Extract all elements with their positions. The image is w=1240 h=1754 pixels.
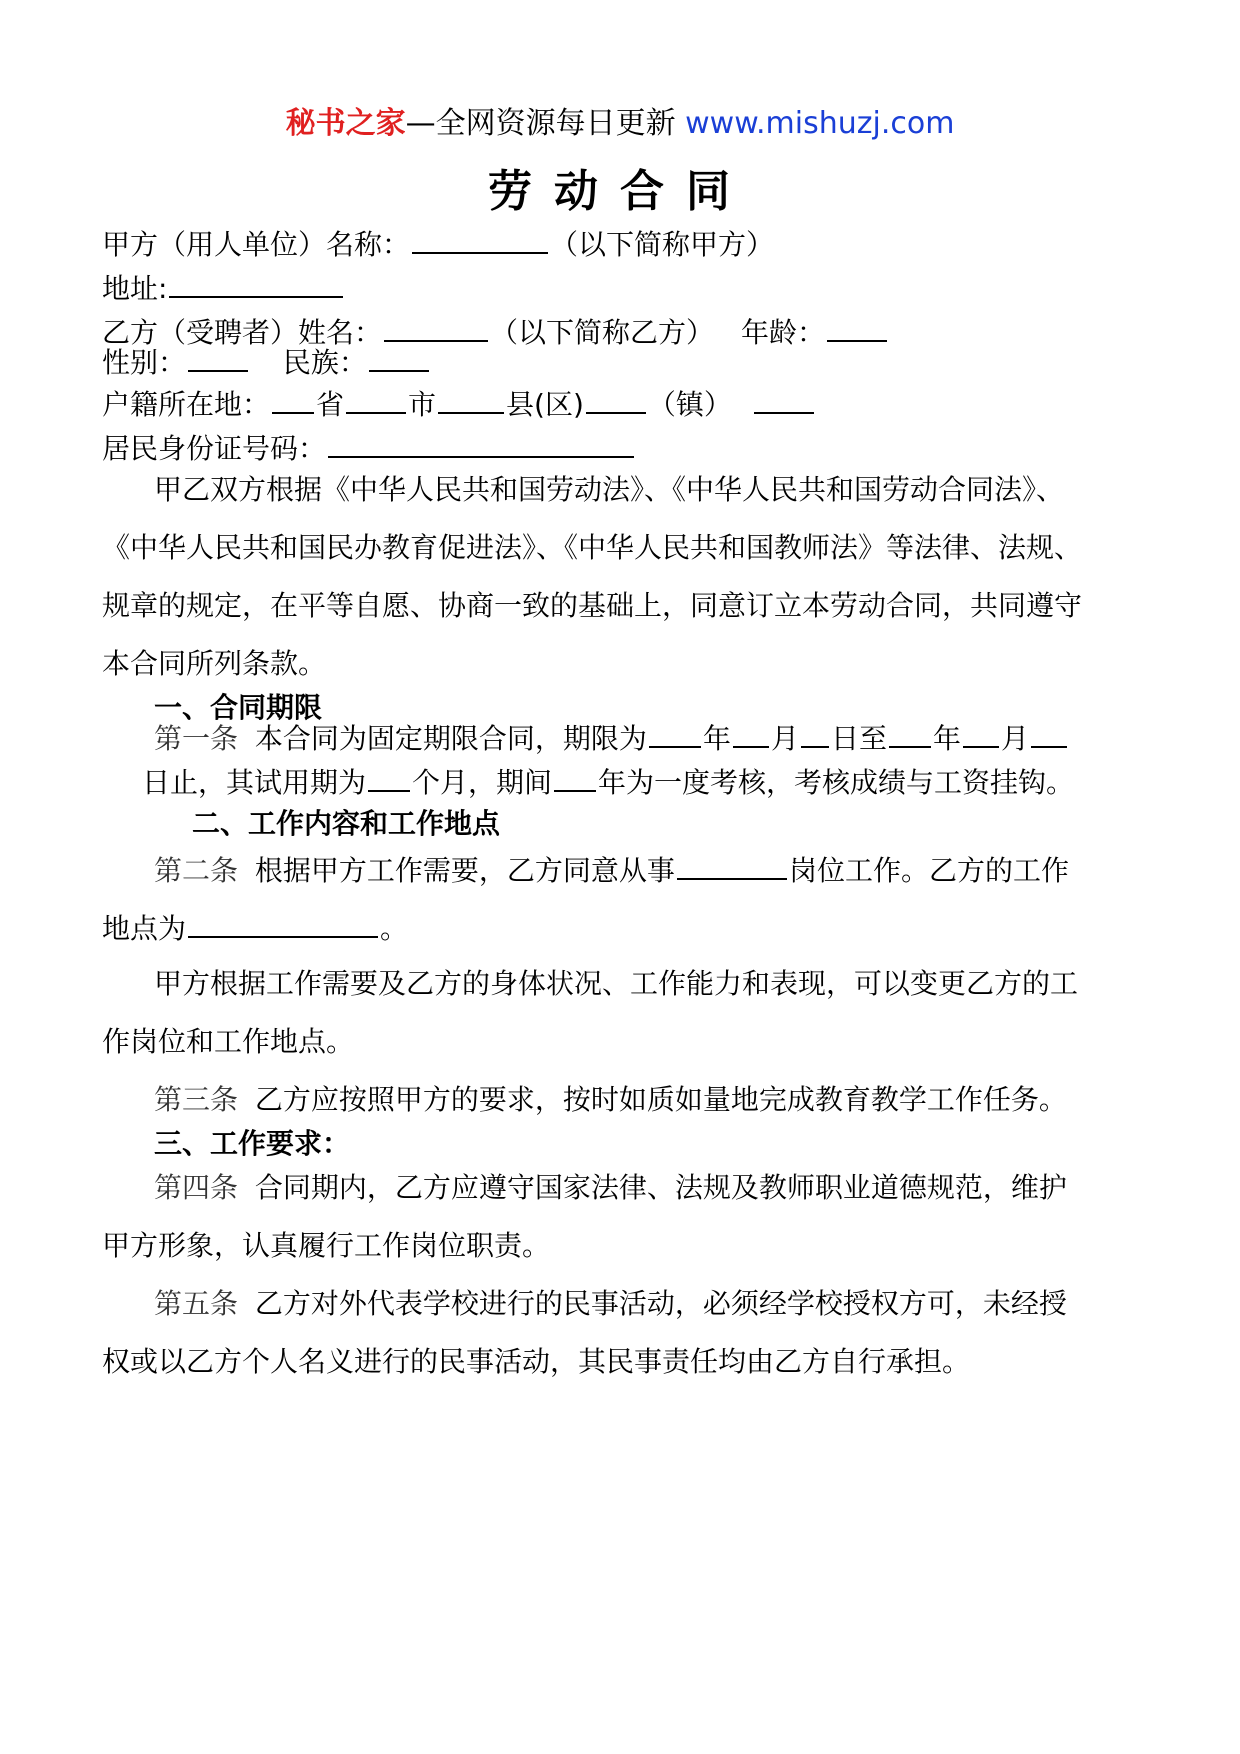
article-1-line-1 [154, 718, 1069, 757]
start-month-blank[interactable] [733, 718, 769, 748]
party-b-domicile-line [102, 384, 816, 423]
probation-months-label: 个月，期间 [412, 766, 553, 799]
party-a-name-blank[interactable] [412, 224, 548, 254]
article-5-line-1 [154, 1286, 1067, 1322]
end-year-blank[interactable] [889, 718, 931, 748]
party-a-name-label: 甲方（用人单位）名称： [102, 228, 411, 261]
change-para-line-1: 甲方根据工作需要及乙方的身体状况、工作能力和表现，可以变更乙方的工 [154, 967, 1079, 1000]
article-4-number: 第四条 [154, 1171, 239, 1204]
article-4-line-1 [154, 1170, 1067, 1206]
article-3-number: 第三条 [154, 1083, 239, 1116]
position-blank[interactable] [677, 850, 787, 880]
town-blank[interactable] [586, 384, 646, 414]
section-2-heading: 二、工作内容和工作地点 [192, 807, 501, 840]
preamble-line-4: 本合同所列条款。 [102, 647, 327, 680]
party-b-name-blank[interactable] [384, 312, 488, 342]
party-b-id-label: 居民身份证号码： [102, 432, 327, 465]
party-b-age-blank[interactable] [827, 312, 887, 342]
party-b-id-blank[interactable] [328, 428, 634, 458]
city-blank[interactable] [346, 384, 406, 414]
start-day-blank[interactable] [801, 718, 829, 748]
article-2-line-2 [102, 908, 408, 947]
article-3-line [154, 1082, 1067, 1118]
review-years-blank[interactable] [554, 762, 596, 792]
town-label: （镇） [647, 388, 732, 421]
party-a-name-line [102, 224, 774, 263]
start-month-label: 月 [770, 722, 799, 755]
article-3-text: 乙方应按照甲方的要求，按时如质如量地完成教育教学工作任务。 [254, 1083, 1067, 1116]
province-blank[interactable] [272, 384, 314, 414]
end-month-label: 月 [1001, 722, 1030, 755]
website-link[interactable]: www.mishuzj.com [685, 106, 955, 141]
article-5-number: 第五条 [154, 1287, 239, 1320]
article-2-number: 第二条 [154, 854, 239, 887]
article-2-text-b: 岗位工作。乙方的工作 [788, 854, 1069, 887]
preamble-line-1: 甲乙双方根据《中华人民共和国劳动法》、《中华人民共和国劳动合同法》、 [154, 473, 1065, 506]
village-blank[interactable] [754, 384, 814, 414]
county-blank[interactable] [438, 384, 504, 414]
day-to-label: 日至 [830, 722, 887, 755]
party-b-ethnicity-blank[interactable] [369, 342, 429, 372]
party-a-address-line [102, 268, 345, 307]
preamble-line-3: 规章的规定，在平等自愿、协商一致的基础上，同意订立本劳动合同，共同遵守 [102, 589, 1083, 622]
start-year-label: 年 [702, 722, 731, 755]
day-end-label: 日止，其试用期为 [142, 766, 367, 799]
article-1-text-b: 年为一度考核，考核成绩与工资挂钩。 [598, 766, 1075, 799]
party-b-gender-blank[interactable] [188, 342, 248, 372]
party-b-gender-label: 性别： [102, 346, 187, 379]
section-1-heading: 一、合同期限 [154, 691, 323, 724]
article-4-line-2: 甲方形象，认真履行工作岗位职责。 [102, 1229, 551, 1262]
article-2-text-a: 根据甲方工作需要，乙方同意从事 [254, 854, 675, 887]
banner-tagline: —全网资源每日更新 [405, 106, 676, 141]
party-b-id-line [102, 428, 636, 467]
county-label: 县(区) [506, 388, 584, 421]
section-3-heading: 三、工作要求： [154, 1127, 351, 1160]
party-a-address-label: 地址: [102, 272, 168, 305]
document-title: 劳动合同 [488, 166, 752, 217]
workplace-blank[interactable] [188, 908, 378, 938]
party-b-ethnicity-label: 民族： [282, 346, 367, 379]
party-b-name-suffix: （以下简称乙方） [490, 316, 715, 349]
article-5-line-2: 权或以乙方个人名义进行的民事活动，其民事责任均由乙方自行承担。 [102, 1345, 971, 1378]
article-1-line-2 [142, 762, 1074, 801]
article-1-number: 第一条 [154, 722, 239, 755]
header-banner [0, 104, 1240, 144]
article-2-line-1 [154, 850, 1069, 889]
party-b-domicile-label: 户籍所在地： [102, 388, 271, 421]
party-a-name-suffix: （以下简称甲方） [550, 228, 775, 261]
article-1-text-a: 本合同为固定期限合同，期限为 [254, 722, 647, 755]
party-b-name-label: 乙方（受聘者）姓名： [102, 316, 383, 349]
brand-name: 秘书之家 [285, 106, 406, 141]
city-label: 市 [408, 388, 437, 421]
party-a-address-blank[interactable] [169, 268, 343, 298]
probation-months-blank[interactable] [368, 762, 410, 792]
party-b-gender-line [102, 342, 431, 381]
province-label: 省 [316, 388, 345, 421]
article-5-text-1: 乙方对外代表学校进行的民事活动，必须经学校授权方可，未经授 [254, 1287, 1067, 1320]
period-mark: 。 [380, 912, 409, 945]
workplace-label: 地点为 [102, 912, 187, 945]
party-b-age-label: 年龄： [740, 316, 825, 349]
preamble-line-2: 《中华人民共和国民办教育促进法》、《中华人民共和国教师法》等法律、法规、 [102, 531, 1083, 564]
start-year-blank[interactable] [649, 718, 701, 748]
end-year-label: 年 [932, 722, 961, 755]
end-day-blank[interactable] [1031, 718, 1067, 748]
end-month-blank[interactable] [963, 718, 999, 748]
change-para-line-2: 作岗位和工作地点。 [102, 1025, 355, 1058]
article-4-text-1: 合同期内，乙方应遵守国家法律、法规及教师职业道德规范，维护 [254, 1171, 1067, 1204]
